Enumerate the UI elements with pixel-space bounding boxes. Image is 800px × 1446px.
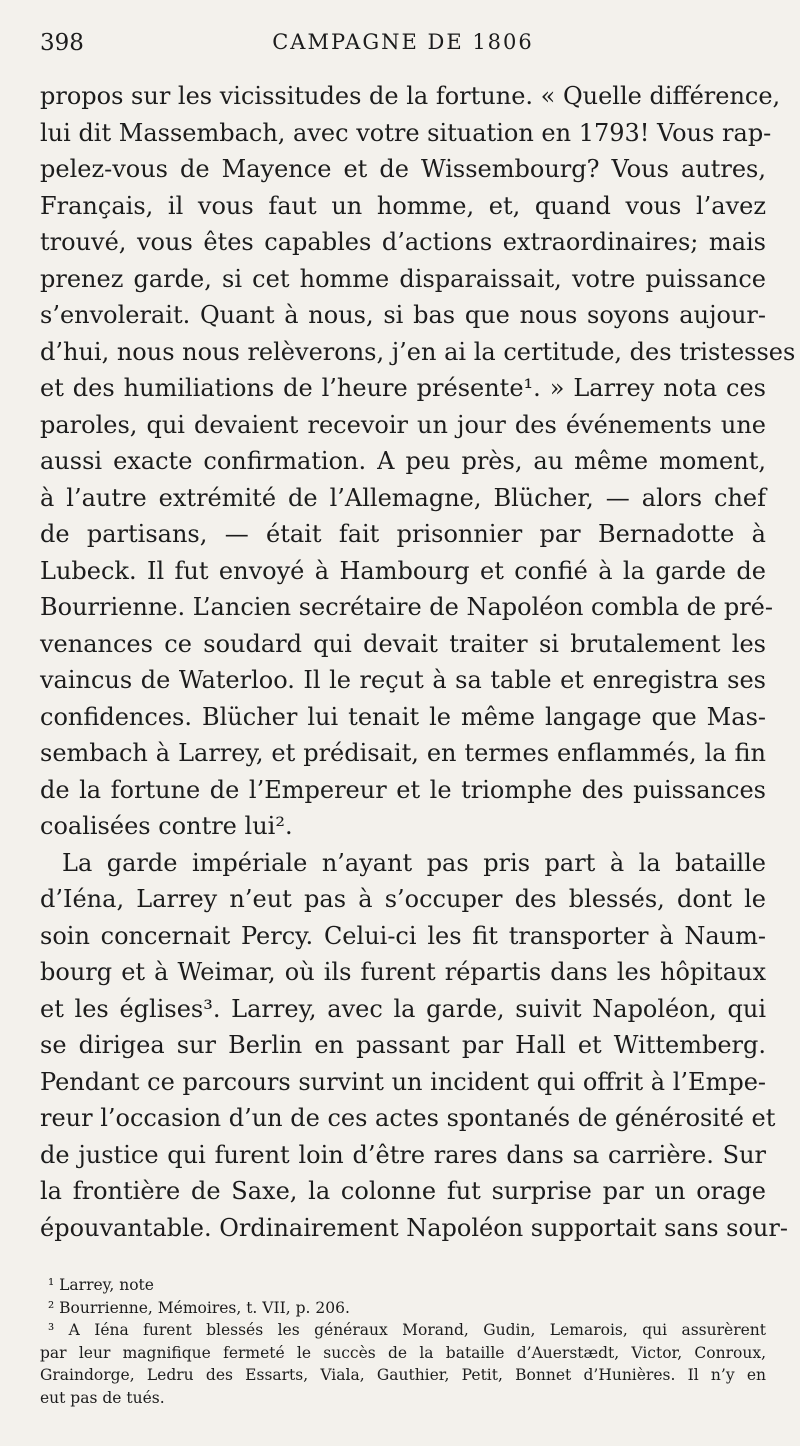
text-line: trouvé, vous êtes capables d’actions extraordinaires; mais — [40, 228, 766, 256]
text-line: d’Iéna, Larrey n’eut pas à s’occuper des blessés, dont le — [40, 885, 766, 913]
text-line: confidences. Blücher lui tenait le même langage que Mas- — [40, 702, 766, 731]
footnote: ² Bourrienne, Mémoires, t. VII, p. 206. — [48, 1298, 350, 1317]
footnote: ³ A Iéna furent blessés les généraux Morand, Gudin, Lemarois, qui assurèrent — [48, 1321, 766, 1339]
text-line: et les églises³. Larrey, avec la garde, suivit Napoléon, qui — [40, 994, 766, 1023]
text-line: soin concernait Percy. Celui-ci les fit transporter à Naum- — [40, 921, 766, 950]
text-line: Bourrienne. L’ancien secrétaire de Napoléon combla de pré- — [40, 593, 773, 621]
text-line: de la fortune de l’Empereur et le triomphe des puissances — [40, 775, 766, 804]
text-line: à l’autre extrémité de l’Allemagne, Blücher, — alors chef — [40, 483, 766, 512]
text-line: épouvantable. Ordinairement Napoléon supportait sans sour- — [40, 1213, 788, 1242]
body-text — [40, 78, 796, 1246]
text-line: Français, il vous faut un homme, et, quand vous l’avez — [40, 191, 766, 220]
text-line: de partisans, — était fait prisonnier par Bernadotte à — [40, 520, 766, 548]
text-line: lui dit Massembach, avec votre situation en 1793! Vous rap- — [40, 118, 772, 147]
text-line: reur l’occasion d’un de ces actes spontanés de générosité et — [40, 1104, 776, 1132]
text-line: la frontière de Saxe, la colonne fut surprise par un orage — [40, 1177, 766, 1205]
text-line: prenez garde, si cet homme disparaissait, votre puissance — [40, 264, 766, 293]
paragraph-start-line: La garde impériale n’ayant pas pris part à la bataille — [62, 848, 766, 877]
text-line: paroles, qui devaient recevoir un jour des événements une — [40, 410, 766, 439]
text-line: pelez-vous de Mayence et de Wissembourg? Vous autres, — [40, 155, 766, 183]
page-number: 398 — [40, 30, 84, 56]
footnote-continuation: eut pas de tués. — [40, 1388, 165, 1407]
text-line: propos sur les vicissitudes de la fortune. « Quelle différence, — [40, 82, 781, 110]
text-line: Pendant ce parcours survint un incident qui offrit à l’Empe- — [40, 1067, 766, 1096]
text-line: venances ce soudard qui devait traiter si brutalement les — [40, 629, 766, 658]
text-line: bourg et à Weimar, où ils furent répartis dans les hôpitaux — [40, 958, 766, 986]
text-line: vaincus de Waterloo. Il le reçut à sa table et enregistra ses — [40, 666, 766, 694]
text-line: de justice qui furent loin d’être rares dans sa carrière. Sur — [40, 1140, 766, 1169]
footnote-continuation: Graindorge, Ledru des Essarts, Viala, Gauthier, Petit, Bonnet d’Hunières. Il n’y en — [40, 1366, 766, 1384]
footnote-continuation: par leur magnifique fermeté le succès de la bataille d’Auerstædt, Victor, Conroux, — [40, 1343, 766, 1362]
running-title: CAMPAGNE DE 1806 — [272, 30, 534, 54]
text-line: se dirigea sur Berlin en passant par Hall et Wittemberg. — [40, 1031, 766, 1059]
footnotes — [40, 1274, 766, 1409]
running-head — [40, 30, 766, 64]
text-line: sembach à Larrey, et prédisait, en termes enflammés, la fin — [40, 739, 766, 767]
text-line: s’envolerait. Quant à nous, si bas que nous soyons aujour- — [40, 301, 766, 329]
footnote: ¹ Larrey, note — [48, 1276, 154, 1294]
text-line: et des humiliations de l’heure présente¹. » Larrey nota ces — [40, 374, 766, 402]
text-line: aussi exacte confirmation. A peu près, au même moment, — [40, 447, 766, 475]
text-line: Lubeck. Il fut envoyé à Hambourg et confié à la garde de — [40, 556, 766, 585]
text-line: coalisées contre lui². — [40, 812, 293, 840]
text-line: d’hui, nous nous relèverons, j’en ai la certitude, des tristesses — [40, 337, 796, 366]
